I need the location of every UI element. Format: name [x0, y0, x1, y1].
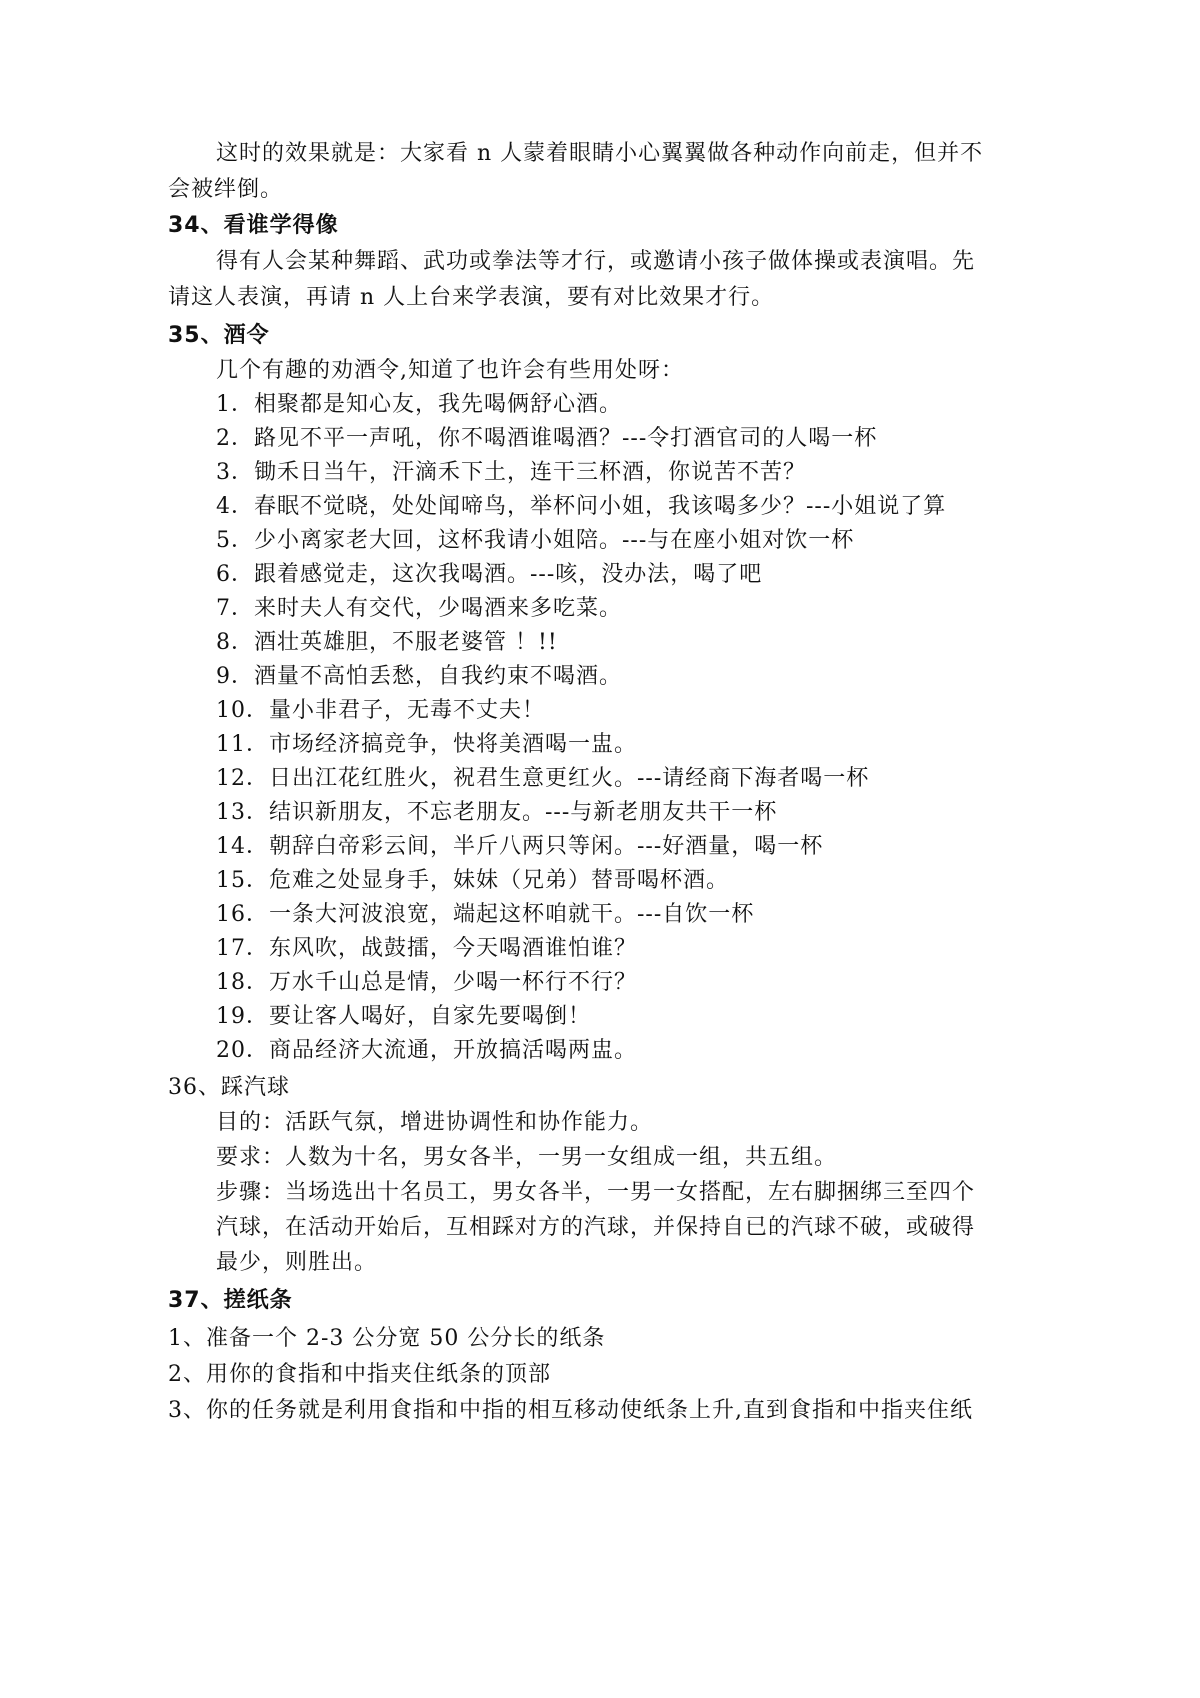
- paragraph-line: 会被绊倒。: [168, 177, 284, 202]
- list-item: 6．跟着感觉走，这次我喝酒。---咳，没办法，喝了吧: [216, 562, 763, 587]
- list-item: 12．日出江花红胜火，祝君生意更红火。---请经商下海者喝一杯: [216, 766, 870, 791]
- paragraph-line: 汽球，在活动开始后，互相踩对方的汽球，并保持自已的汽球不破，或破得: [216, 1215, 976, 1240]
- list-item: 19．要让客人喝好，自家先要喝倒！: [216, 1004, 591, 1029]
- paragraph-line: 2、用你的食指和中指夹住纸条的顶部: [168, 1362, 551, 1387]
- list-item: 2．路见不平一声吼，你不喝酒谁喝酒？---令打酒官司的人喝一杯: [216, 426, 878, 451]
- paragraph-line: 1、准备一个 2-3 公分宽 50 公分长的纸条: [168, 1326, 606, 1351]
- list-item: 3．锄禾日当午，汗滴禾下土，连干三杯酒，你说苦不苦？: [216, 460, 806, 485]
- list-item: 5．少小离家老大回，这杯我请小姐陪。---与在座小姐对饮一杯: [216, 528, 855, 553]
- section-heading-35: 35、酒令: [168, 323, 270, 348]
- paragraph-line: 请这人表演，再请 n 人上台来学表演，要有对比效果才行。: [168, 285, 775, 310]
- section-heading-37: 37、搓纸条: [168, 1288, 293, 1313]
- list-item: 13．结识新朋友，不忘老朋友。---与新老朋友共干一杯: [216, 800, 778, 825]
- paragraph-line: 步骤：当场选出十名员工，男女各半，一男一女搭配，左右脚捆绑三至四个: [216, 1180, 976, 1205]
- list-item: 4．春眠不觉晓，处处闻啼鸟，举杯问小姐，我该喝多少？---小姐说了算: [216, 494, 947, 519]
- list-item: 10．量小非君子，无毒不丈夫！: [216, 698, 545, 723]
- list-item: 11．市场经济搞竞争，快将美酒喝一盅。: [216, 732, 637, 757]
- section-intro: 几个有趣的劝酒令,知道了也许会有些用处呀：: [216, 358, 684, 383]
- paragraph-line: 得有人会某种舞蹈、武功或拳法等才行，或邀请小孩子做体操或表演唱。先: [216, 249, 976, 274]
- section-heading-34: 34、看谁学得像: [168, 213, 339, 238]
- list-item: 16．一条大河波浪宽，端起这杯咱就干。---自饮一杯: [216, 902, 755, 927]
- section-heading-36: 36、踩汽球: [168, 1075, 290, 1100]
- list-item: 7．来时夫人有交代，少喝酒来多吃菜。: [216, 596, 622, 621]
- list-item: 9．酒量不高怕丢愁，自我约束不喝酒。: [216, 664, 622, 689]
- list-item: 18．万水千山总是情，少喝一杯行不行？: [216, 970, 637, 995]
- list-item: 17．东风吹，战鼓擂，今天喝酒谁怕谁？: [216, 936, 637, 961]
- paragraph-line: 这时的效果就是：大家看 n 人蒙着眼睛小心翼翼做各种动作向前走，但并不: [216, 141, 984, 166]
- list-item: 20．商品经济大流通，开放搞活喝两盅。: [216, 1038, 637, 1063]
- paragraph-line: 3、你的任务就是利用食指和中指的相互移动使纸条上升,直到食指和中指夹住纸: [168, 1398, 973, 1423]
- list-item: 14．朝辞白帝彩云间，半斤八两只等闲。---好酒量，喝一杯: [216, 834, 824, 859]
- paragraph-line: 要求：人数为十名，男女各半，一男一女组成一组，共五组。: [216, 1145, 838, 1170]
- list-item: 1．相聚都是知心友，我先喝俩舒心酒。: [216, 392, 622, 417]
- paragraph-line: 目的：活跃气氛，增进协调性和协作能力。: [216, 1110, 654, 1135]
- paragraph-line: 最少，则胜出。: [216, 1250, 378, 1275]
- list-item: 8．酒壮英雄胆，不服老婆管 ！!!: [216, 630, 558, 655]
- list-item: 15．危难之处显身手，妹妹（兄弟）替哥喝杯酒。: [216, 868, 729, 893]
